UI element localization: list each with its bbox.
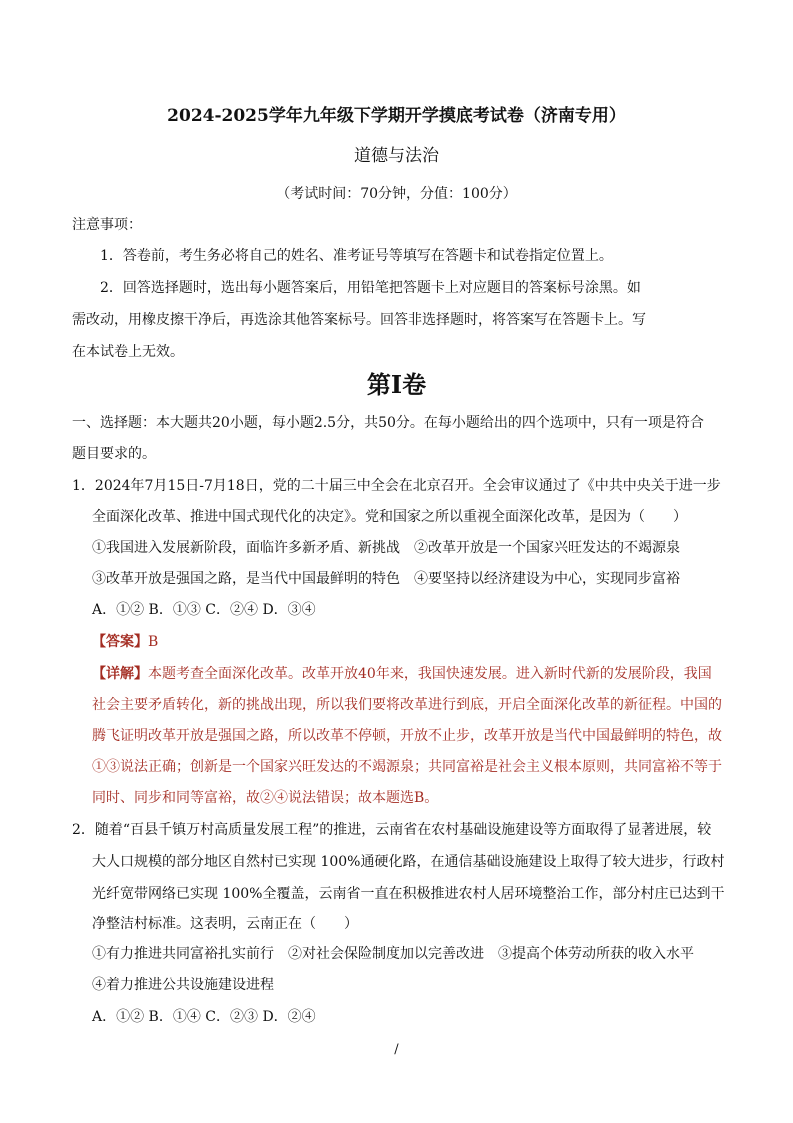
q1-stem-line-1: 1．2024年7月15日-7月18日，党的二十届三中全会在北京召开。全会审议通过了《中共中央关于进一步 [72, 478, 721, 494]
q1-answer [92, 632, 158, 652]
q2-stem-line-2: 大人口规模的部分地区自然村已实现 100%通硬化路，在通信基础设施建设上取得了较大进步，行政村 [92, 854, 725, 870]
q1-options-line-1: ①我国进入发展新阶段，面临许多新矛盾、新挑战 ②改革开放是一个国家兴旺发达的不竭源泉 [92, 540, 680, 556]
note-item-2-line-1: 2．回答选择题时，选出每小题答案后，用铅笔把答题卡上对应题目的答案标号涂黑。如 [100, 280, 641, 296]
note-item-1: 1．答卷前，考生务必将自己的姓名、准考证号等填写在答题卡和试卷指定位置上。 [100, 248, 613, 264]
section1-line-1: 一、选择题：本大题共20小题，每小题2.5分，共50分。在每小题给出的四个选项中，只有一项是符合 [72, 415, 704, 431]
q1-detail-line-1 [92, 664, 712, 684]
note-item-2-line-3: 在本试卷上无效。 [72, 344, 184, 360]
exam-info: （考试时间：70分钟，分值：100分） [276, 186, 517, 202]
section1-line-2: 题目要求的。 [72, 446, 156, 462]
q2-choices: A．①② B．①④ C．②③ D．②④ [92, 1009, 316, 1025]
answer-tag: 【答案】 [92, 634, 148, 650]
page-title: 2024-2025学年九年级下学期开学摸底考试卷（济南专用） [167, 106, 626, 126]
notes-heading: 注意事项： [72, 217, 142, 233]
q2-stem-line-3: 光纤宽带网络已实现 100%全覆盖，云南省一直在积极推进农村人居环境整治工作，部分村庄已达到干 [92, 886, 725, 902]
q1-detail-line-4: ①③说法正确；创新是一个国家兴旺发达的不竭源泉；共同富裕是社会主义根本原则，共同富裕不等于 [92, 759, 722, 775]
q2-options-line-2: ④着力推进公共设施建设进程 [92, 977, 274, 993]
note-item-2-line-2: 需改动，用橡皮擦干净后，再选涂其他答案标号。回答非选择题时，将答案写在答题卡上。写 [72, 312, 646, 328]
q2-options-line-1: ①有力推进共同富裕扎实前行 ②对社会保险制度加以完善改进 ③提高个体劳动所获的收入水平 [92, 946, 694, 962]
page-number: / [394, 1042, 399, 1057]
q1-options-line-2: ③改革开放是强国之路，是当代中国最鲜明的特色 ④要坚持以经济建设为中心，实现同步富裕 [92, 571, 680, 587]
detail-text: 本题考查全面深化改革。改革开放40年来，我国快速发展。进入新时代新的发展阶段，我国 [148, 666, 712, 682]
volume-title: 第Ⅰ卷 [366, 370, 427, 399]
answer-value: B [148, 634, 159, 650]
q1-detail-line-5: 同时、同步和同等富裕，故②④说法错误；故本题选B。 [92, 790, 439, 806]
q2-stem-line-1: 2．随着“百县千镇万村高质量发展工程”的推进，云南省在农村基础设施建设等方面取得了显著进展，较 [72, 822, 712, 838]
q1-detail-line-2: 社会主要矛盾转化，新的挑战出现，所以我们要将改革进行到底，开启全面深化改革的新征程。中国的 [92, 697, 722, 713]
detail-tag: 【详解】 [92, 666, 148, 682]
q1-stem-line-2: 全面深化改革、推进中国式现代化的决定》。党和国家之所以重视全面深化改革，是因为（ ） [92, 509, 687, 525]
q1-choices: A．①② B．①③ C．②④ D．③④ [92, 602, 316, 618]
subject-title: 道德与法治 [354, 146, 439, 166]
q1-detail-line-3: 腾飞证明改革开放是强国之路，所以改革不停顿，开放不止步，改革开放是当代中国最鲜明的特色，故 [92, 728, 722, 744]
q2-stem-line-4: 净整洁村标准。这表明，云南正在（ ） [92, 916, 358, 932]
